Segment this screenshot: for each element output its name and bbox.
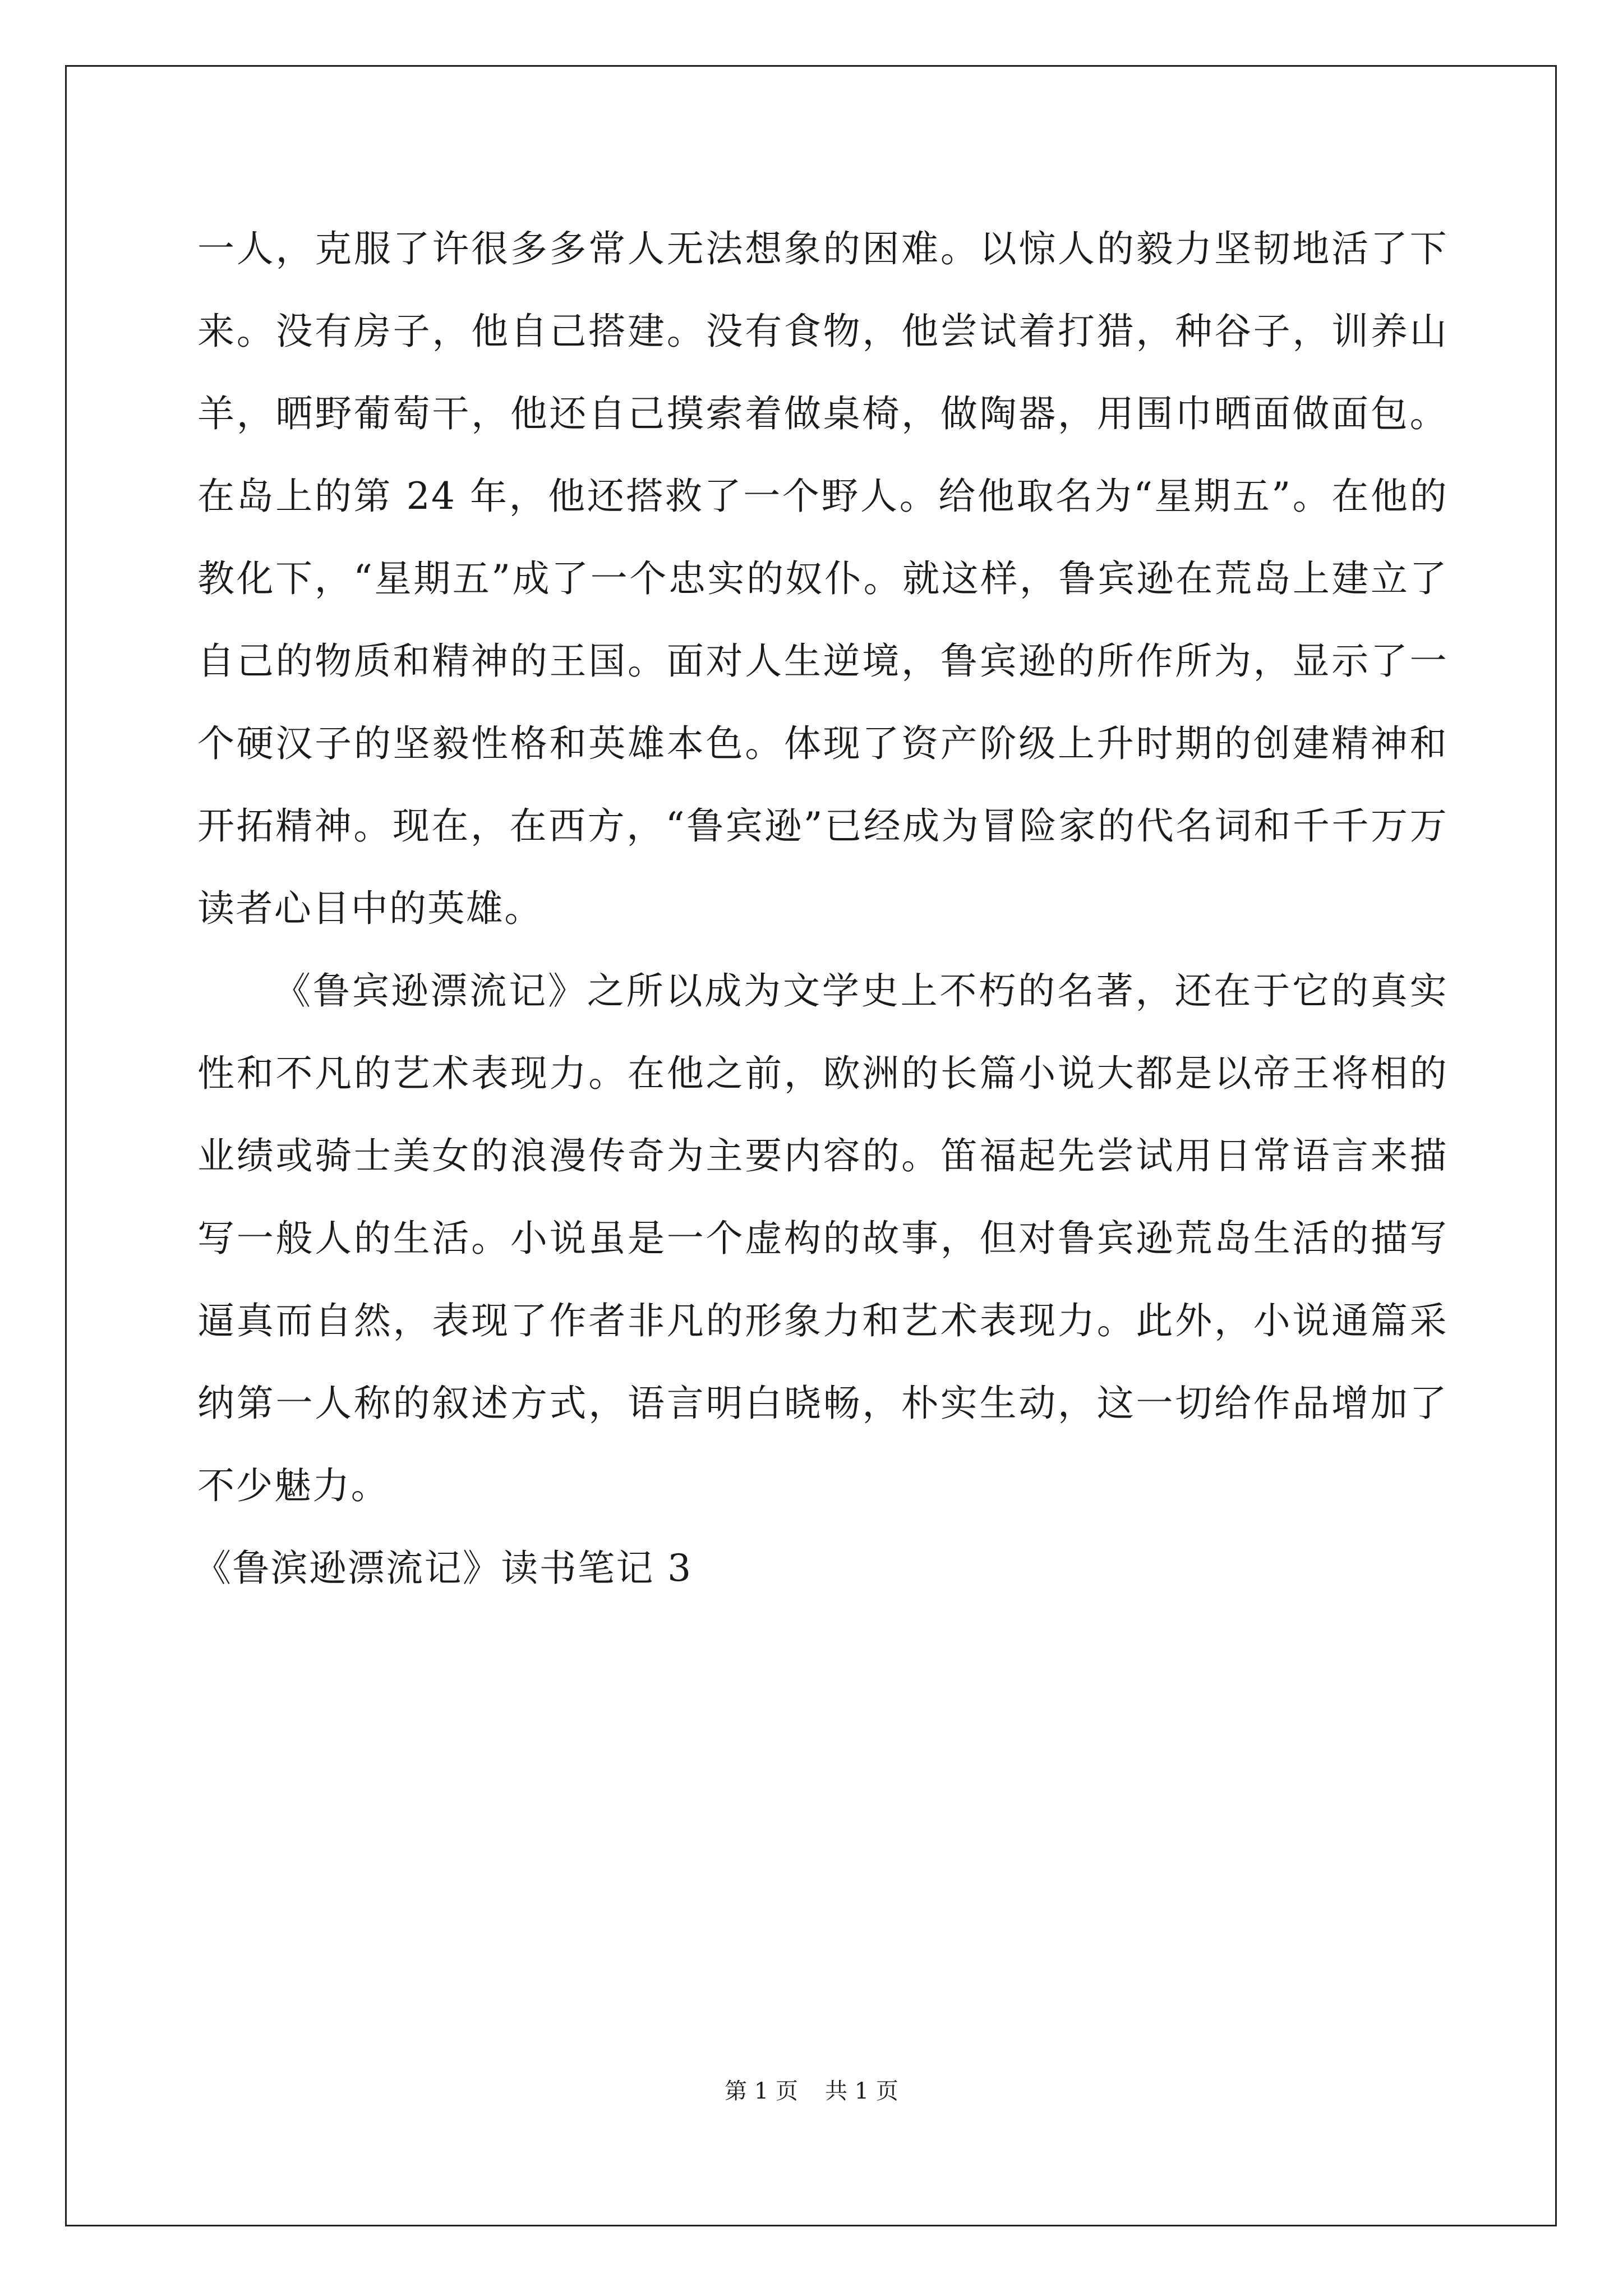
- page-footer: [0, 2074, 1623, 2108]
- section-heading: 《鲁滨逊漂流记》读书笔记 3: [194, 1547, 693, 1590]
- body-paragraph-1: 一人，克服了许很多多常人无法想象的困难。以惊人的毅力坚韧地活了下来。没有房子，他自己搭建。没有食物，他尝试着打猎，种谷子，训养山羊，晒野葡萄干，他还自己摸索着做桌椅，做陶器，用围巾晒面做面包。在岛上的第 24 年，他还搭救了一个野人。给他取名为“星期五”。在他的教化下，“星期五”成了一个忠实的奴仆。就这样，鲁宾逊在荒岛上建立了自己的物质和精神的王国。面对人生逆境，鲁宾逊的所作所为，显示了一个硬汉子的坚毅性格和英雄本色。体现了资产阶级上升时期的创建精神和开拓精神。现在，在西方，“鲁宾逊”已经成为冒险家的代名词和千千万万读者心目中的英雄。: [197, 227, 1448, 930]
- document-body: [194, 208, 1448, 1609]
- body-paragraph-2: 《鲁宾逊漂流记》之所以成为文学史上不朽的名著，还在于它的真实性和不凡的艺术表现力。在他之前，欧洲的长篇小说大都是以帝王将相的业绩或骑士美女的浪漫传奇为主要内容的。笛福起先尝试用日常语言来描写一般人的生活。小说虽是一个虚构的故事，但对鲁宾逊荒岛生活的描写逼真而自然，表现了作者非凡的形象力和艺术表现力。此外，小说通篇采纳第一人称的叙述方式，语言明白晓畅，朴实生动，这一切给作品增加了不少魅力。: [197, 969, 1448, 1507]
- page-number: 第 1 页: [725, 2078, 798, 2104]
- page-total: 共 1 页: [825, 2078, 898, 2104]
